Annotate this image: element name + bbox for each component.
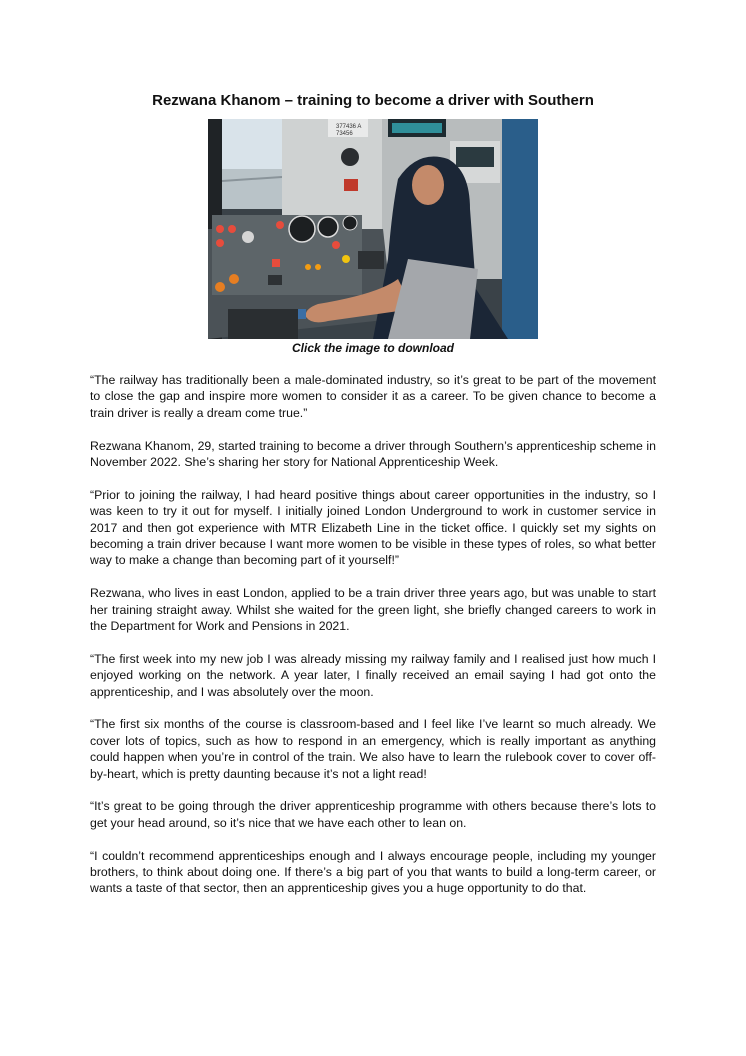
paragraph: “The first six months of the course is classroom-based and I feel like I’ve learnt so much already. We cover lots of topics, such as how to respond in an emergency, which is really important as anything could happen when you’re in control of the train. We also have to learn the rulebook cover to cover off-by-heart, which is pretty daunting because it’s not a light read! [90,717,656,781]
paragraph: “Prior to joining the railway, I had heard positive things about career opportunities in the industry, so I was keen to try it out for myself. I initially joined London Underground to work in customer service in 2017 and then got experience with MTR Elizabeth Line in the ticket office. I quickly set my sights on becoming a train driver because I want more women to be visible in these types of roles, so what better way to make a change than becoming part of it yourself!” [90,487,656,568]
paragraph: Rezwana, who lives in east London, applied to be a train driver three years ago, but was unable to start her training straight away. Whilst she waited for the green light, she briefly changed careers to work in the Department for Work and Pensions in 2021. [90,586,656,634]
panel-label-2: 73456 [336,131,353,137]
paragraph: “The railway has traditionally been a male-dominated industry, so it’s great to be part of the movement to close the gap and inspire more women to consider it as a career. To be given chance to become a train driver is really a dream come true.” [90,373,656,420]
paragraph: “The first week into my new job I was already missing my railway family and I realised just how much I enjoyed working on the network. A year later, I finally received an email saying I had got onto the apprenticeship, and I was absolutely over the moon. [90,651,656,699]
photo-illustration[interactable] [208,119,538,339]
document-title: Rezwana Khanom – training to become a driver with Southern [152,92,594,109]
paragraph: “It’s great to be going through the driver apprenticeship programme with others because there’s lots to get your head around, so it’s nice that we have each other to lean on. [90,799,656,830]
article-body [90,372,656,913]
panel-label-1: 377436 A [336,124,362,130]
photo-train-driver-cab[interactable] [208,119,538,339]
image-caption-download-link[interactable]: Click the image to download [291,341,455,355]
paragraph: “I couldn’t recommend apprenticeships enough and I always encourage people, including my younger brothers, to think about doing one. If there’s a big part of you that wants to build a long-term career, or wants a taste of that sector, then an apprenticeship gives you a huge opportunity to do that. [90,848,656,896]
paragraph: Rezwana Khanom, 29, started training to become a driver through Southern’s apprenticeship scheme in November 2022. She’s sharing her story for National Apprenticeship Week. [90,438,656,470]
